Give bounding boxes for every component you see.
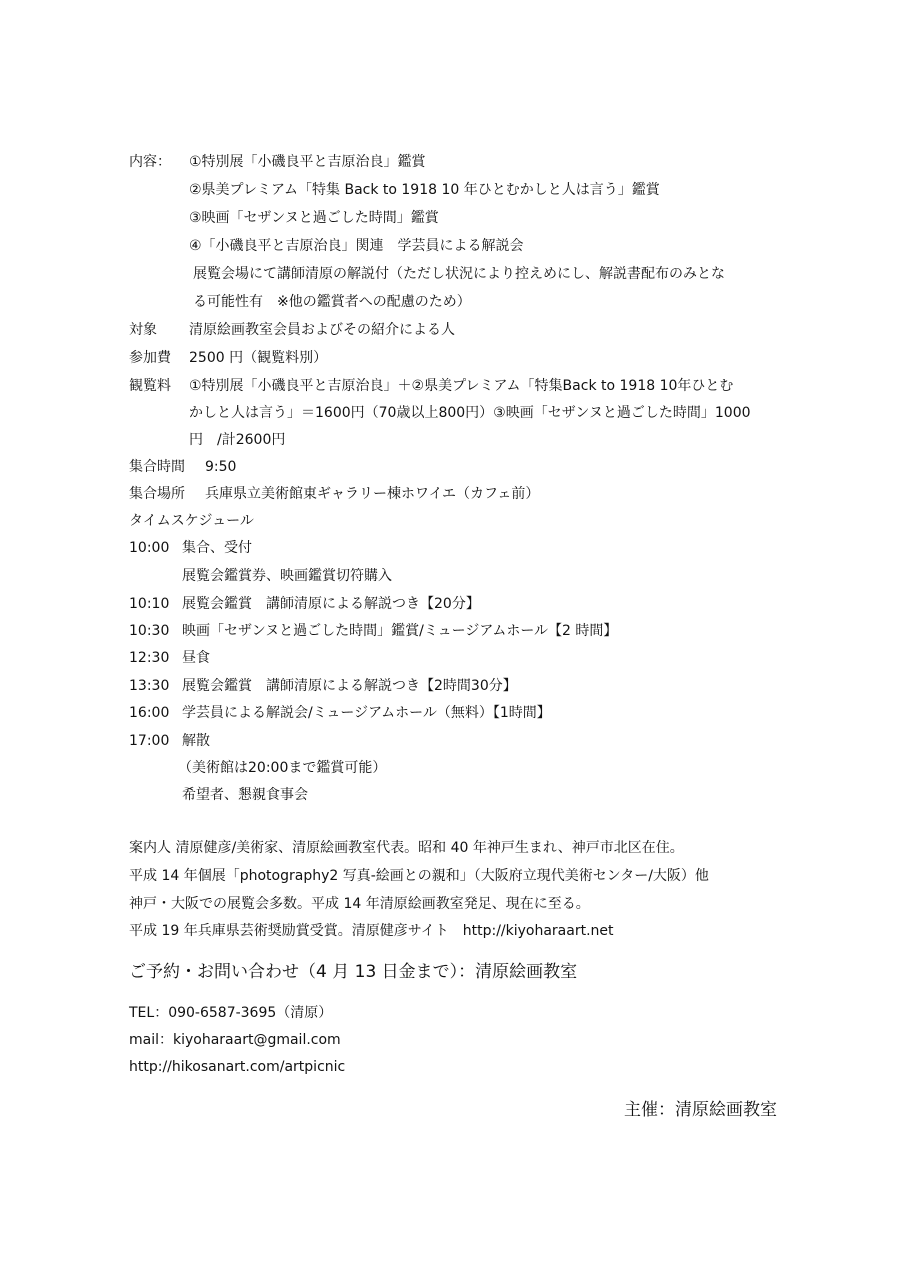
guide-line-1: 案内人 清原健彦/美術家、清原絵画教室代表。昭和 40 年神戸生まれ、神戸市北区在住。 (129, 840, 684, 856)
schedule-time: 10:00 (129, 540, 170, 556)
schedule-text: 昼食 (182, 650, 210, 666)
meeting-time-value: 9:50 (205, 459, 237, 475)
schedule-text: 展覧会鑑賞 講師清原による解説つき【2時間30分】 (182, 678, 517, 694)
schedule-heading: タイムスケジュール (129, 513, 254, 529)
schedule-time: 13:30 (129, 678, 170, 694)
content-note-line-1: 展覧会場にて講師清原の解説付（ただし状況により控えめにし、解説書配布のみとな (193, 266, 725, 282)
reservation-mail: mail：kiyoharaart@gmail.com (129, 1032, 341, 1048)
organizer: 主催：清原絵画教室 (624, 1100, 777, 1120)
schedule-text: 学芸員による解説会/ミュージアムホール（無料）【1時間】 (182, 705, 551, 721)
reservation-heading: ご予約・お問い合わせ（4 月 13 日金まで）：清原絵画教室 (129, 962, 578, 982)
meeting-place-label: 集合場所 (129, 486, 185, 502)
admission-line-2: かしと人は言う」＝1600円（70歳以上800円）③映画「セザンヌと過ごした時間」1000 (189, 405, 751, 421)
schedule-time: 17:00 (129, 733, 170, 749)
guide-line-2: 平成 14 年個展「photography2 写真-絵画との親和」（大阪府立現代美術センター/大阪）他 (129, 868, 709, 884)
schedule-subtext: （美術館は20:00まで鑑賞可能） (178, 760, 387, 776)
content-item-3: ③映画「セザンヌと過ごした時間」鑑賞 (189, 210, 439, 226)
target-label: 対象 (129, 322, 157, 338)
fee-label: 参加費 (129, 350, 171, 366)
content-note-line-2: る可能性有 ※他の鑑賞者への配慮のため） (193, 294, 471, 310)
schedule-time: 10:30 (129, 623, 170, 639)
schedule-text: 解散 (182, 733, 210, 749)
guide-line-3: 神戸・大阪での展覧会多数。平成 14 年清原絵画教室発足、現在に至る。 (129, 896, 590, 912)
meeting-time-label: 集合時間 (129, 459, 185, 475)
reservation-url[interactable]: http://hikosanart.com/artpicnic (129, 1059, 346, 1075)
content-label: 内容： (129, 154, 171, 170)
reservation-tel: TEL：090-6587-3695（清原） (129, 1005, 333, 1021)
schedule-subtext: 展覧会鑑賞券、映画鑑賞切符購入 (182, 568, 392, 584)
admission-line-3: 円 /計2600円 (189, 432, 286, 448)
schedule-subtext: 希望者、懇親食事会 (182, 787, 308, 803)
content-item-2: ②県美プレミアム「特集 Back to 1918 10 年ひとむかしと人は言う」鑑賞 (189, 182, 660, 198)
schedule-text: 集合、受付 (182, 540, 252, 556)
content-item-4: ④「小磯良平と吉原治良」関連 学芸員による解説会 (189, 238, 524, 254)
content-item-1: ①特別展「小磯良平と吉原治良」鑑賞 (189, 154, 426, 170)
meeting-place-value: 兵庫県立美術館東ギャラリー棟ホワイエ（カフェ前） (205, 486, 540, 502)
guide-line-4: 平成 19 年兵庫県芸術奨励賞受賞。清原健彦サイト http://kiyoharaart.net (129, 923, 614, 939)
admission-label: 観覧料 (129, 378, 171, 394)
fee-value: 2500 円（観覧料別） (189, 350, 328, 366)
admission-line-1: ①特別展「小磯良平と吉原治良」＋②県美プレミアム「特集Back to 1918 10年ひとむ (189, 378, 734, 394)
schedule-text: 映画「セザンヌと過ごした時間」鑑賞/ミュージアムホール【2 時間】 (182, 623, 618, 639)
schedule-text: 展覧会鑑賞 講師清原による解説つき【20分】 (182, 596, 480, 612)
schedule-time: 10:10 (129, 596, 170, 612)
target-value: 清原絵画教室会員およびその紹介による人 (189, 322, 455, 338)
schedule-time: 16:00 (129, 705, 170, 721)
schedule-time: 12:30 (129, 650, 170, 666)
